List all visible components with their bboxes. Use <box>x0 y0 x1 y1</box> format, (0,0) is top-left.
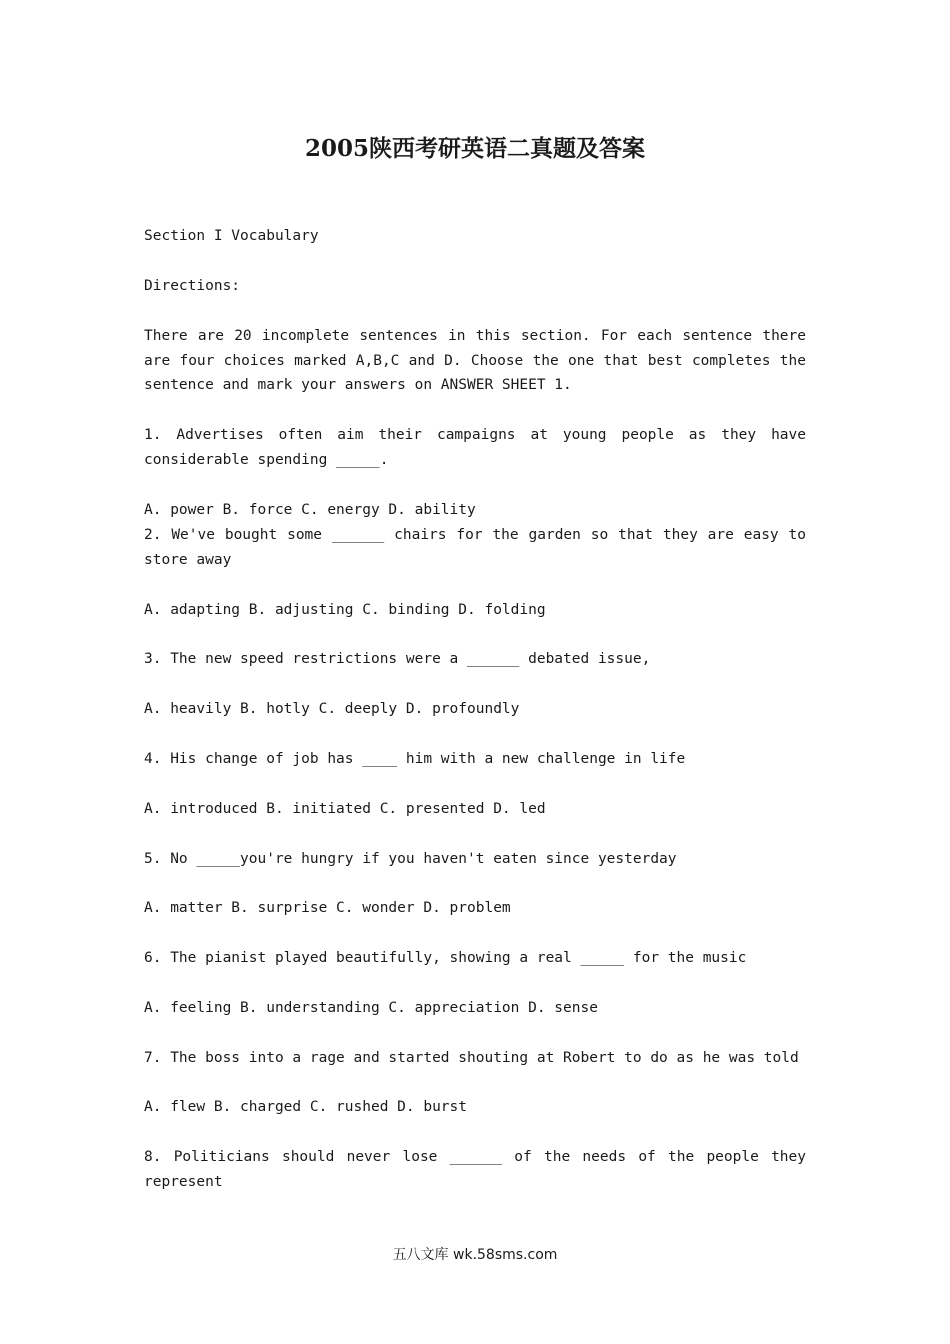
question-3-stem: 3. The new speed restrictions were a ______ debated issue, <box>144 651 651 668</box>
question-7-options: A. flew B. charged C. rushed D. burst <box>144 1099 468 1116</box>
question-4-stem: 4. His change of job has ____ him with a new challenge in life <box>144 750 686 767</box>
document-body <box>144 224 806 1195</box>
question-1-options: A. power B. force C. energy D. ability <box>144 501 476 518</box>
question-6-stem: 6. The pianist played beautifully, showing a real _____ for the music <box>144 950 747 967</box>
question-7-stem: 7. The boss into a rage and started shouting at Robert to do as he was told <box>144 1049 799 1066</box>
directions-label: Directions: <box>144 277 241 294</box>
question-1-stem: 1. Advertises often aim their campaigns at young people as they have considerable spending _____. <box>144 427 806 469</box>
section-heading: Section I Vocabulary <box>144 228 319 244</box>
footer-watermark: 五八文库 wk.58sms.com <box>392 1247 558 1263</box>
question-6-options: A. feeling B. understanding C. appreciation D. sense <box>144 999 598 1016</box>
question-4-options: A. introduced B. initiated C. presented D. led <box>144 800 546 817</box>
directions-text: There are 20 incomplete sentences in this section. For each sentence there are four choices marked A,B,C and D. Choose the one that best completes the sentence and mark your answers on ANSWER SHEET 1. <box>144 327 806 394</box>
page-title: 2005陕西考研英语二真题及答案 <box>304 135 645 162</box>
question-2-stem: 2. We've bought some ______ chairs for the garden so that they are easy to store away <box>144 526 806 568</box>
question-5-stem: 5. No _____you're hungry if you haven't eaten since yesterday <box>144 850 677 867</box>
question-2-options: A. adapting B. adjusting C. binding D. folding <box>144 601 546 618</box>
question-3-options: A. heavily B. hotly C. deeply D. profoundly <box>144 701 520 718</box>
question-5-options: A. matter B. surprise C. wonder D. problem <box>144 900 511 917</box>
question-8-stem: 8. Politicians should never lose ______ of the needs of the people they represent <box>144 1149 806 1191</box>
